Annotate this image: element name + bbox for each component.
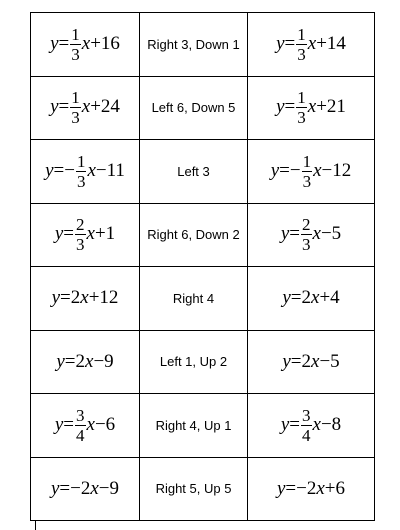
eq-constant: −5 — [320, 223, 342, 245]
eq-sign: − — [64, 159, 75, 181]
eq-symbol: y — [54, 413, 64, 435]
translated-equation-cell — [248, 13, 375, 77]
table-row — [31, 203, 375, 267]
eq-symbol: y — [282, 287, 291, 309]
eq-numerator: 2 — [302, 215, 311, 235]
eq-denominator: 3 — [71, 44, 80, 64]
eq-denominator: 3 — [297, 44, 306, 64]
eq-constant: −5 — [319, 350, 340, 372]
eq-symbol: = — [285, 477, 297, 499]
eq-symbol: y — [50, 96, 59, 118]
eq-symbol: x — [81, 96, 91, 118]
eq-symbol: = — [289, 413, 300, 435]
translated-equation-cell — [248, 140, 375, 204]
eq-symbol: x — [80, 287, 89, 309]
eq-symbol: x — [81, 32, 91, 54]
eq-sign: − — [296, 477, 307, 499]
eq-denominator: 4 — [302, 425, 311, 445]
eq-symbol: = — [63, 223, 74, 245]
eq-symbol: = — [58, 96, 70, 118]
eq-symbol: = — [64, 350, 76, 372]
eq-coefficient: 2 — [306, 477, 317, 499]
eq-constant: +14 — [316, 32, 346, 54]
original-equation-cell — [31, 140, 140, 204]
eq-coefficient: 2 — [301, 350, 311, 372]
eq-constant: −9 — [98, 477, 120, 499]
eq-symbol: = — [60, 287, 71, 309]
eq-symbol: = — [279, 159, 290, 181]
eq-numerator: 1 — [76, 151, 86, 171]
eq-symbol: x — [311, 287, 320, 309]
table-row — [31, 140, 375, 204]
eq-numerator: 3 — [76, 405, 85, 425]
eq-symbol: y — [50, 477, 60, 499]
eq-denominator: 3 — [297, 108, 306, 128]
eq-symbol: x — [312, 413, 321, 435]
translation-cell: Right 5, Up 5 — [140, 457, 248, 521]
eq-symbol: = — [289, 223, 300, 245]
eq-symbol: y — [282, 350, 291, 372]
translated-equation-cell — [248, 330, 375, 394]
translation-cell: Left 6, Down 5 — [140, 76, 248, 140]
eq-denominator: 3 — [302, 235, 311, 255]
original-equation-cell — [31, 267, 140, 331]
eq-symbol: x — [90, 477, 99, 499]
original-equation-cell — [31, 394, 140, 458]
eq-slope-fraction — [301, 407, 312, 444]
eq-symbol: y — [56, 350, 65, 372]
eq-slope-fraction — [296, 26, 307, 63]
eq-symbol: y — [51, 287, 61, 309]
original-equation-cell — [31, 457, 140, 521]
translation-cell: Right 4 — [140, 267, 248, 331]
original-equation-cell — [31, 330, 140, 394]
eq-symbol: = — [290, 350, 302, 372]
table-row — [31, 457, 375, 521]
eq-symbol: x — [86, 413, 95, 435]
original-equation-cell — [31, 76, 140, 140]
eq-numerator: 1 — [302, 151, 312, 171]
eq-symbol: x — [85, 350, 94, 372]
eq-numerator: 1 — [297, 88, 306, 108]
eq-symbol: y — [280, 223, 290, 245]
eq-coefficient: 2 — [70, 287, 81, 309]
eq-coefficient: 2 — [301, 287, 311, 309]
eq-symbol: x — [307, 96, 317, 118]
eq-symbol: y — [54, 223, 64, 245]
eq-slope-fraction — [76, 153, 87, 190]
eq-symbol: x — [313, 159, 322, 181]
eq-symbol: = — [290, 287, 302, 309]
eq-symbol: = — [284, 32, 296, 54]
translation-cell: Left 3 — [140, 140, 248, 204]
translation-cell: Right 4, Up 1 — [140, 394, 248, 458]
eq-slope-fraction — [70, 26, 81, 63]
eq-symbol: x — [86, 223, 95, 245]
eq-constant: +21 — [316, 96, 346, 118]
eq-slope-fraction — [75, 216, 86, 253]
eq-denominator: 3 — [76, 171, 86, 191]
eq-symbol: x — [307, 32, 317, 54]
eq-constant: +12 — [88, 287, 119, 309]
eq-sign: − — [289, 159, 301, 181]
eq-denominator: 3 — [76, 235, 85, 255]
eq-constant: −8 — [320, 413, 342, 435]
translated-equation-cell — [248, 267, 375, 331]
table-row — [31, 13, 375, 77]
table-row — [31, 330, 375, 394]
eq-numerator: 3 — [302, 405, 311, 425]
eq-constant: −6 — [94, 413, 116, 435]
eq-constant: +1 — [94, 223, 116, 245]
eq-symbol: x — [87, 159, 96, 181]
eq-symbol: x — [311, 350, 320, 372]
eq-denominator: 3 — [302, 171, 312, 191]
eq-constant: +24 — [90, 96, 120, 118]
original-equation-cell — [31, 203, 140, 267]
eq-symbol: = — [284, 96, 296, 118]
eq-symbol: = — [53, 159, 65, 181]
eq-coefficient: 2 — [80, 477, 91, 499]
eq-numerator: 1 — [71, 88, 80, 108]
table-row — [31, 267, 375, 331]
eq-denominator: 3 — [71, 108, 80, 128]
eq-symbol: x — [316, 477, 325, 499]
translated-equation-cell — [248, 203, 375, 267]
eq-symbol: y — [276, 477, 286, 499]
table-row — [31, 394, 375, 458]
eq-sign: − — [70, 477, 81, 499]
eq-symbol: x — [312, 223, 321, 245]
eq-symbol: y — [50, 32, 59, 54]
eq-slope-fraction — [301, 216, 312, 253]
translated-equation-cell — [248, 394, 375, 458]
eq-symbol: y — [45, 159, 54, 181]
eq-slope-fraction — [75, 407, 86, 444]
original-equation-cell — [31, 13, 140, 77]
translation-cell: Right 6, Down 2 — [140, 203, 248, 267]
eq-symbol: y — [270, 159, 280, 181]
eq-symbol: = — [63, 413, 74, 435]
eq-constant: +6 — [324, 477, 346, 499]
eq-numerator: 2 — [76, 215, 85, 235]
eq-constant: −11 — [95, 159, 125, 181]
translation-cell: Left 1, Up 2 — [140, 330, 248, 394]
eq-constant: −12 — [321, 159, 352, 181]
eq-constant: +4 — [319, 287, 340, 309]
eq-constant: +16 — [90, 32, 120, 54]
eq-slope-fraction — [302, 153, 313, 190]
eq-slope-fraction — [296, 89, 307, 126]
eq-slope-fraction — [70, 89, 81, 126]
translated-equation-cell — [248, 76, 375, 140]
eq-denominator: 4 — [76, 425, 85, 445]
eq-symbol: y — [280, 413, 290, 435]
translation-cell: Right 3, Down 1 — [140, 13, 248, 77]
eq-symbol: = — [58, 32, 70, 54]
translated-equation-cell — [248, 457, 375, 521]
eq-symbol: y — [276, 96, 285, 118]
eq-numerator: 1 — [297, 24, 306, 44]
eq-constant: −9 — [93, 350, 114, 372]
translation-cards-table — [30, 12, 375, 521]
eq-numerator: 1 — [71, 24, 80, 44]
text-cursor — [35, 520, 36, 530]
eq-symbol: = — [59, 477, 71, 499]
eq-coefficient: 2 — [75, 350, 85, 372]
eq-symbol: y — [276, 32, 285, 54]
table-row — [31, 76, 375, 140]
